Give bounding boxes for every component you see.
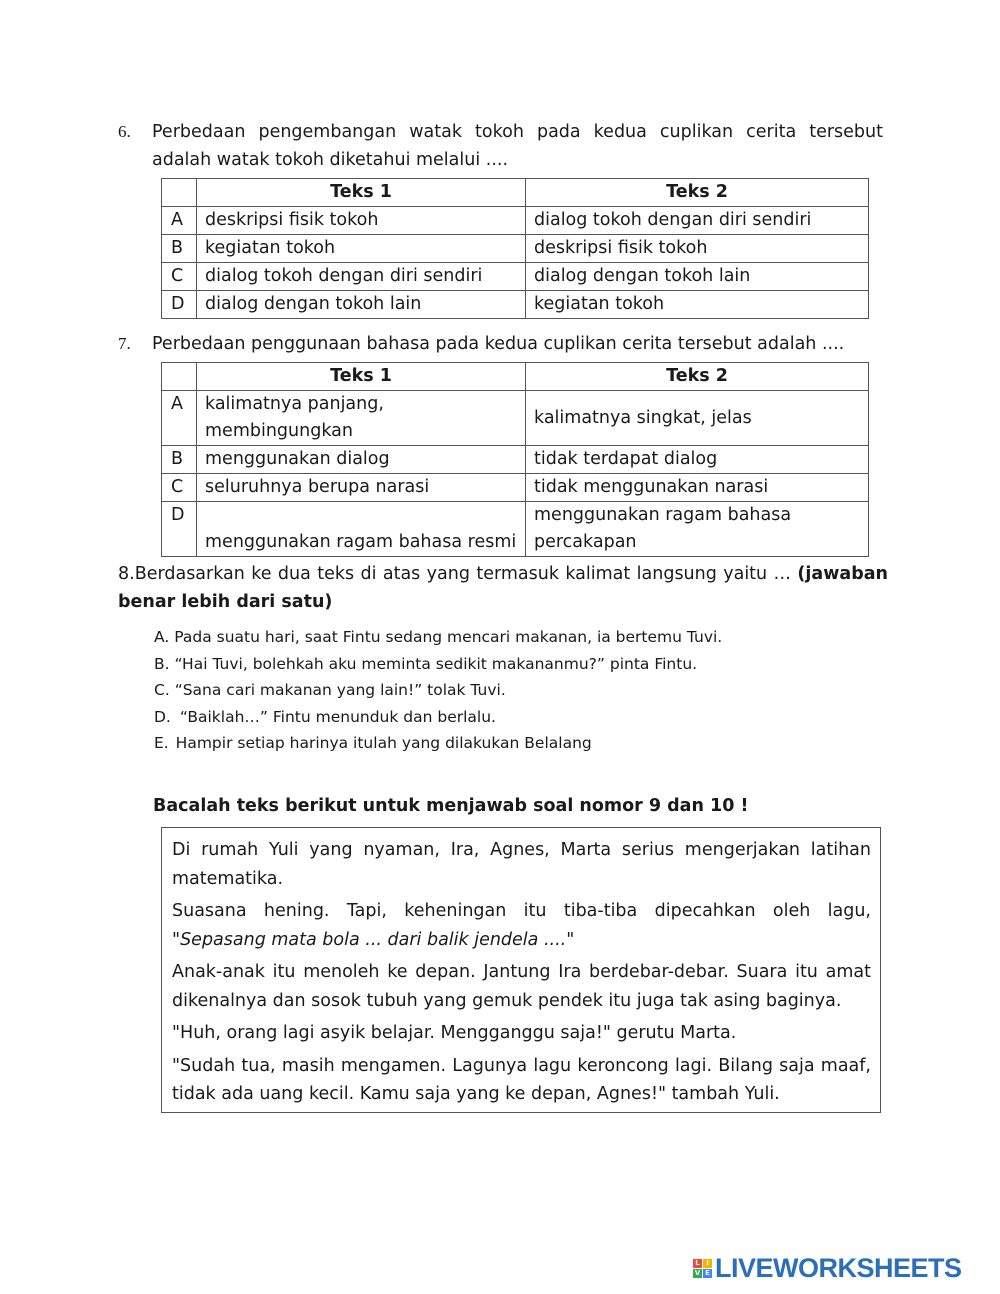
options-list bbox=[154, 624, 894, 757]
option-letter: E. bbox=[154, 734, 169, 752]
option-letter: C. bbox=[154, 681, 170, 699]
table-row bbox=[162, 474, 869, 502]
header-cell: Teks 2 bbox=[526, 179, 869, 207]
option-text: “Sana cari makanan yang lain!” tolak Tuvi. bbox=[174, 681, 506, 699]
passage-paragraph: "Sudah tua, masih mengamen. Lagunya lagu keroncong lagi. Bilang saja maaf, tidak ada uang kecil. Kamu saja yang ke depan, Agnes!" tambah Yuli. bbox=[172, 1055, 871, 1104]
question-6 bbox=[118, 118, 883, 174]
option-letter: A bbox=[162, 391, 197, 446]
table-header-row bbox=[162, 363, 869, 391]
answer-table-6 bbox=[161, 178, 869, 319]
question-emphasis: (jawaban benar lebih dari satu) bbox=[118, 564, 888, 612]
table-cell: tidak menggunakan narasi bbox=[526, 474, 869, 502]
table-row bbox=[162, 291, 869, 319]
option-letter: D. bbox=[154, 707, 171, 726]
option-letter: A. bbox=[154, 628, 170, 646]
logo-letter: V bbox=[694, 1268, 701, 1277]
table-row bbox=[162, 502, 869, 557]
passage-paragraph: Anak-anak itu menoleh ke depan. Jantung Ira berdebar-debar. Suara itu amat dikenalnya dan sosok tubuh yang gemuk pendek itu juga tak asing baginya. bbox=[172, 962, 871, 1011]
table-cell: dialog tokoh dengan diri sendiri bbox=[526, 207, 869, 235]
option-text: “Hai Tuvi, bolehkah aku meminta sedikit makananmu?” pinta Fintu. bbox=[174, 654, 698, 673]
section-title: Bacalah teks berikut untuk menjawab soal nomor 9 dan 10 ! bbox=[153, 796, 749, 816]
passage-paragraph: Di rumah Yuli yang nyaman, Ira, Agnes, Marta serius mengerjakan latihan matematika. bbox=[172, 840, 871, 889]
table-cell: seluruhnya berupa narasi bbox=[197, 474, 526, 502]
list-item[interactable] bbox=[154, 677, 894, 704]
table-row bbox=[162, 207, 869, 235]
option-text: “Baiklah…” Fintu menunduk dan berlalu. bbox=[179, 707, 496, 726]
list-item[interactable] bbox=[154, 704, 894, 731]
question-text: 8.Berdasarkan ke dua teks di atas yang termasuk kalimat langsung yaitu … bbox=[118, 564, 798, 584]
passage-paragraph bbox=[172, 897, 871, 954]
cell-text: kalimatnya panjang, membingungkan bbox=[205, 394, 384, 441]
table-row bbox=[162, 446, 869, 474]
list-item[interactable] bbox=[154, 651, 894, 678]
table-cell: kegiatan tokoh bbox=[526, 291, 869, 319]
option-letter: D bbox=[162, 502, 197, 557]
cell-text: menggunakan ragam bahasa percakapan bbox=[534, 505, 792, 552]
table-cell: menggunakan ragam bahasa resmi bbox=[197, 502, 526, 557]
option-letter: A bbox=[162, 207, 197, 235]
question-number: 7. bbox=[118, 334, 131, 353]
header-cell: Teks 1 bbox=[197, 179, 526, 207]
brand-name: LIVEWORKSHEETS bbox=[715, 1252, 962, 1283]
question-text: Perbedaan pengembangan watak tokoh pada kedua cuplikan cerita tersebut adalah watak tokoh diketahui melalui .... bbox=[152, 122, 883, 170]
list-item[interactable] bbox=[154, 730, 894, 757]
song-lyric: Sepasang mata bola ... dari balik jendela .... bbox=[180, 929, 567, 950]
header-cell bbox=[162, 179, 197, 207]
logo-letter: I bbox=[703, 1259, 712, 1268]
logo-letter: L bbox=[693, 1259, 702, 1268]
table-cell bbox=[197, 391, 526, 446]
table-cell: dialog tokoh dengan diri sendiri bbox=[197, 263, 526, 291]
header-cell bbox=[162, 363, 197, 391]
question-number: 6. bbox=[118, 122, 131, 141]
table-cell: kegiatan tokoh bbox=[197, 235, 526, 263]
liveworksheets-logo bbox=[693, 1253, 962, 1283]
table-cell: tidak terdapat dialog bbox=[526, 446, 869, 474]
option-letter: B bbox=[162, 446, 197, 474]
option-letter: B bbox=[162, 235, 197, 263]
logo-icon bbox=[693, 1259, 712, 1278]
header-cell: Teks 2 bbox=[526, 363, 869, 391]
table-cell: kalimatnya singkat, jelas bbox=[526, 391, 869, 446]
table-cell bbox=[526, 502, 869, 557]
question-text: Perbedaan penggunaan bahasa pada kedua cuplikan cerita tersebut adalah .... bbox=[152, 334, 845, 354]
table-row bbox=[162, 263, 869, 291]
list-item[interactable] bbox=[154, 624, 894, 651]
option-letter: C bbox=[162, 474, 197, 502]
table-cell: dialog dengan tokoh lain bbox=[197, 291, 526, 319]
question-8 bbox=[118, 560, 888, 616]
option-text: Hampir setiap harinya itulah yang dilakukan Belalang bbox=[175, 734, 592, 752]
table-cell: menggunakan dialog bbox=[197, 446, 526, 474]
option-letter: C bbox=[162, 263, 197, 291]
option-letter: B. bbox=[154, 654, 170, 673]
reading-passage bbox=[161, 827, 881, 1113]
passage-paragraph: "Huh, orang lagi asyik belajar. Mengganggu saja!" gerutu Marta. bbox=[172, 1023, 737, 1043]
table-cell: deskripsi fisik tokoh bbox=[197, 207, 526, 235]
table-row bbox=[162, 235, 869, 263]
table-row bbox=[162, 391, 869, 446]
option-text: Pada suatu hari, saat Fintu sedang mencari makanan, ia bertemu Tuvi. bbox=[174, 628, 723, 646]
answer-table-7 bbox=[161, 362, 869, 557]
passage-text: Suasana hening. Tapi, keheningan itu tiba-tiba dipecahkan oleh lagu, " bbox=[172, 901, 871, 950]
table-cell: dialog dengan tokoh lain bbox=[526, 263, 869, 291]
table-cell: deskripsi fisik tokoh bbox=[526, 235, 869, 263]
passage-text: " bbox=[566, 929, 575, 950]
option-letter: D bbox=[162, 291, 197, 319]
table-header-row bbox=[162, 179, 869, 207]
logo-letter: E bbox=[703, 1269, 712, 1278]
header-cell: Teks 1 bbox=[197, 363, 526, 391]
question-7 bbox=[118, 330, 883, 358]
